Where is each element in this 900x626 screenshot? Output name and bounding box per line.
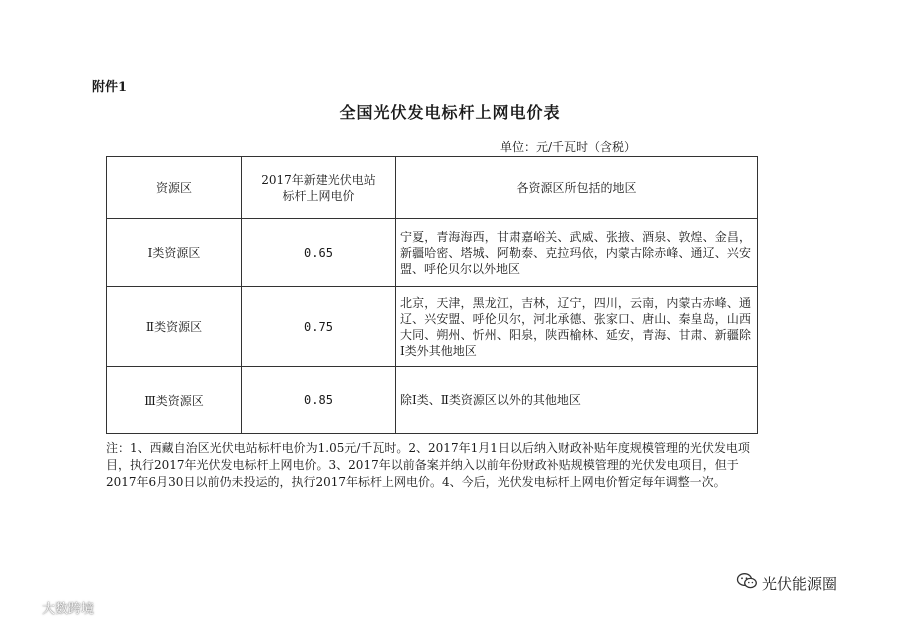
zone-cell: Ⅰ类资源区 <box>107 219 242 287</box>
header-zone: 资源区 <box>107 157 242 219</box>
areas-text: 宁夏，青海海西，甘肃嘉峪关、武威、张掖、酒泉、敦煌、金昌，新疆哈密、塔城、阿勒泰、克拉玛依，内蒙古除赤峰、通辽、兴安盟、呼伦贝尔以外地区 <box>400 229 751 276</box>
wechat-account-icon <box>736 572 758 594</box>
attachment-label: 附件1 <box>92 80 128 95</box>
areas-cell <box>396 219 758 287</box>
zone-cell: Ⅲ类资源区 <box>107 367 242 434</box>
zone-cell: Ⅱ类资源区 <box>107 287 242 367</box>
watermark-right <box>736 572 837 594</box>
watermark-left <box>8 596 94 618</box>
header-areas: 各资源区所包括的地区 <box>396 157 758 219</box>
price-cell: 0.65 <box>242 219 396 287</box>
brand-logo-icon <box>8 596 38 618</box>
table-row <box>107 287 758 367</box>
table-row <box>107 219 758 287</box>
table-header-row <box>107 157 758 219</box>
price-cell: 0.85 <box>242 367 396 434</box>
header-price-line1: 2017年新建光伏电站 <box>261 172 376 187</box>
page-title: 全国光伏发电标杆上网电价表 <box>339 103 561 122</box>
unit-label: 单位：元/千瓦时（含税） <box>500 140 637 154</box>
header-price <box>242 157 396 219</box>
watermark-left-text: 大数跨境 <box>42 601 95 617</box>
table-row <box>107 367 758 434</box>
price-cell: 0.75 <box>242 287 396 367</box>
areas-cell <box>396 367 758 434</box>
footnote: 注：1、西藏自治区光伏电站标杆电价为1.05元/千瓦时。2、2017年1月1日以后纳入财政补贴年度规模管理的光伏发电项目，执行2017年光伏发电标杆上网电价。3、2017年以前备案并纳入以前年份财政补贴规模管理的光伏发电项目，但于2017年6月30日以前仍未投运的，执行2017年标杆上网电价。4、今后，光伏发电标杆上网电价暂定每年调整一次。 <box>106 441 750 489</box>
areas-text: 北京，天津，黑龙江，吉林，辽宁，四川，云南，内蒙古赤峰、通辽、兴安盟、呼伦贝尔，河北承德、张家口、唐山、秦皇岛，山西大同、朔州、忻州、阳泉，陕西榆林、延安，青海、甘肃、新疆除Ⅰ类外其他地区 <box>400 295 751 358</box>
areas-text: 除Ⅰ类、Ⅱ类资源区以外的其他地区 <box>400 393 581 407</box>
price-table <box>106 156 758 434</box>
areas-cell <box>396 287 758 367</box>
header-price-line2: 标杆上网电价 <box>282 188 355 203</box>
watermark-right-text: 光伏能源圈 <box>762 574 838 593</box>
